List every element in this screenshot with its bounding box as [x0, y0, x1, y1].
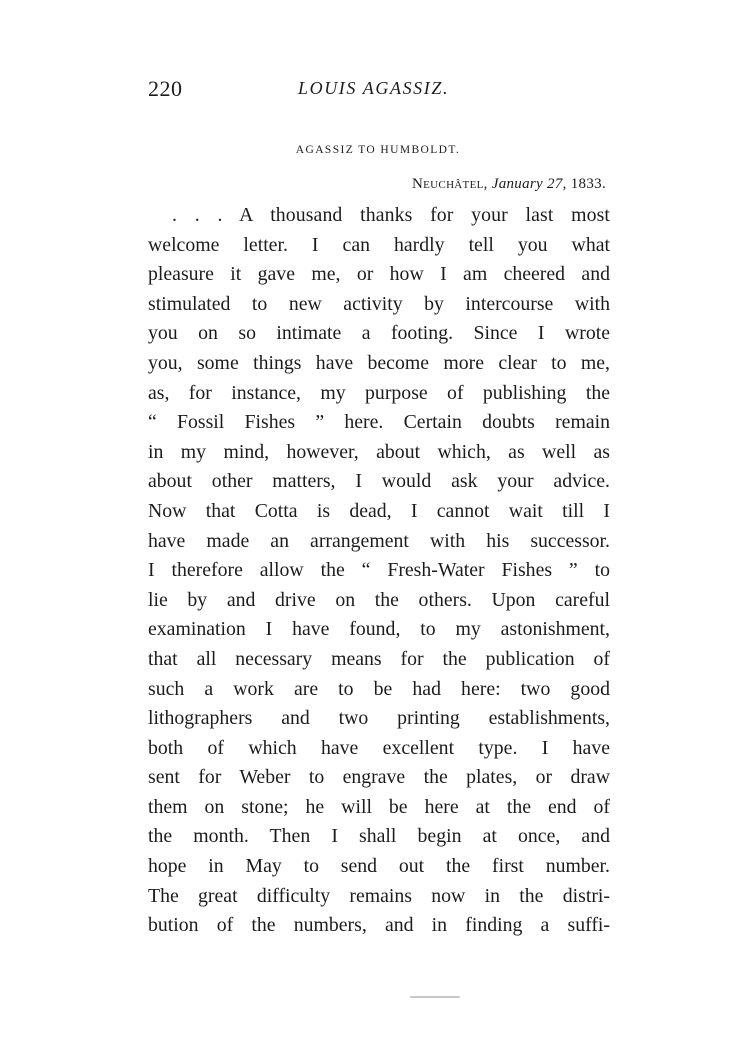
body-line: lithographers and two printing establishments,: [148, 707, 610, 730]
body-line: examination I have found, to my astonishment,: [148, 618, 610, 641]
body-line: you, some things have become more clear to me,: [148, 351, 610, 374]
body-line: stimulated to new activity by intercourse with: [148, 292, 610, 315]
body-line: pleasure it gave me, or how I am cheered and: [148, 263, 610, 286]
body-line: hope in May to send out the first number.: [148, 855, 610, 878]
body-line: “ Fossil Fishes ” here. Certain doubts remain: [148, 411, 610, 434]
body-line: you on so intimate a footing. Since I wrote: [148, 322, 610, 345]
dateline-place: Neuchâtel,: [412, 176, 488, 192]
body-line: the month. Then I shall begin at once, and: [148, 825, 610, 848]
page-number: 220: [148, 76, 183, 101]
letter-body: [148, 201, 610, 941]
body-line: Now that Cotta is dead, I cannot wait till I: [148, 499, 610, 522]
letter-heading: AGASSIZ TO HUMBOLDT.: [295, 144, 461, 156]
body-line: such a work are to be had here: two good: [148, 677, 610, 700]
body-line: both of which have excellent type. I have: [148, 736, 610, 759]
body-line: that all necessary means for the publication of: [148, 647, 610, 670]
running-head: [148, 76, 610, 104]
body-line: them on stone; he will be here at the end of: [148, 795, 610, 818]
body-line: bution of the numbers, and in finding a suffi-: [148, 914, 610, 937]
body-line: sent for Weber to engrave the plates, or draw: [148, 766, 610, 789]
body-line: I therefore allow the “ Fresh-Water Fishes ” to: [148, 559, 610, 582]
dateline-date: January 27,: [491, 176, 567, 192]
dateline: [412, 176, 606, 193]
dateline-year: 1833.: [570, 176, 606, 192]
body-line: lie by and drive on the others. Upon careful: [148, 588, 610, 611]
body-line: as, for instance, my purpose of publishing the: [148, 381, 610, 404]
body-line: . . . A thousand thanks for your last most: [172, 204, 610, 226]
body-line: about other matters, I would ask your advice.: [148, 470, 610, 493]
running-title: LOUIS AGASSIZ.: [298, 78, 450, 98]
body-line: in my mind, however, about which, as well as: [148, 440, 610, 463]
body-line: welcome letter. I can hardly tell you what: [148, 233, 610, 256]
body-line: have made an arrangement with his successor.: [148, 529, 610, 552]
body-line: The great difficulty remains now in the distri-: [148, 884, 610, 907]
bottom-rule: [410, 996, 460, 998]
